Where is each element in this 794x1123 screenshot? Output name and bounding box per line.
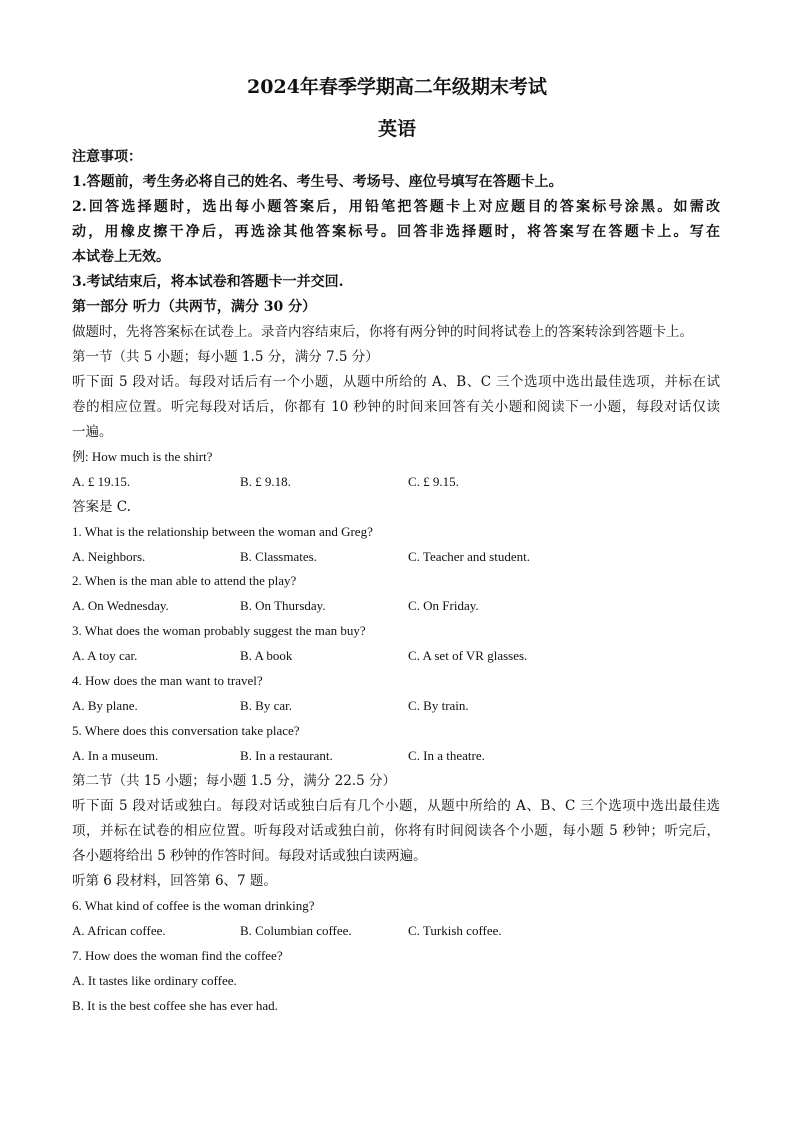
question-2-option-c: C. On Friday. (408, 598, 479, 613)
example-answer: 答案是 C. (72, 499, 131, 515)
question-3-option-c: C. A set of VR glasses. (408, 648, 528, 663)
question-5-option-a: A. In a museum. (72, 748, 159, 763)
question-4-option-b: B. By car. (240, 698, 292, 713)
section2-instr-1: 听下面 5 段对话或独白。每段对话或独白后有几个小题，从题中所给的 A、B、C 三个选项中选出最佳选 (72, 798, 720, 814)
question-5-option-c: C. In a theatre. (408, 748, 485, 763)
question-6-option-b: B. Columbian coffee. (240, 923, 352, 938)
question-1-option-a: A. Neighbors. (72, 549, 146, 564)
question-7: 7. How does the woman find the coffee? (72, 948, 283, 963)
question-3: 3. What does the woman probably suggest the man buy? (72, 623, 366, 638)
section1-instr-2: 卷的相应位置。听完每段对话后，你都有 10 秒钟的时间来回答有关小题和阅读下一小题，每段对话仅读 (72, 399, 720, 415)
note-2-line-1: 2.回答选择题时，选出每小题答案后，用铅笔把答题卡上对应题目的答案标号涂黑。如需改 (72, 199, 720, 215)
question-1: 1. What is the relationship between the woman and Greg? (72, 524, 373, 539)
section2-instr-2: 项，并标在试卷的相应位置。听每段对话或独白前，你将有时间阅读各个小题，每小题 5 秒钟；听完后， (72, 823, 720, 839)
material-6-note: 听第 6 段材料，回答第 6、7 题。 (72, 873, 277, 889)
note-3: 3.考试结束后，将本试卷和答题卡一并交回. (72, 274, 344, 290)
notes-heading: 注意事项： (72, 149, 142, 165)
example-question: 例: How much is the shirt? (72, 449, 213, 464)
note-2-line-3: 本试卷上无效。 (72, 249, 170, 265)
note-2-line-2: 动，用橡皮擦干净后，再选涂其他答案标号。回答非选择题时，将答案写在答题卡上。写在 (72, 224, 720, 240)
section1-instr-3: 一遍。 (72, 424, 113, 440)
question-5-option-b: B. In a restaurant. (240, 748, 333, 763)
part1-intro: 做题时，先将答案标在试卷上。录音内容结束后，你将有两分钟的时间将试卷上的答案转涂到答题卡上。 (72, 324, 693, 340)
question-1-option-c: C. Teacher and student. (408, 549, 530, 564)
question-7-option-b: B. It is the best coffee she has ever had. (72, 998, 278, 1013)
question-1-option-b: B. Classmates. (240, 549, 317, 564)
question-2-option-a: A. On Wednesday. (72, 598, 169, 613)
question-4-option-a: A. By plane. (72, 698, 138, 713)
example-option-a: A. £ 19.15. (72, 474, 131, 489)
question-3-option-b: B. A book (240, 648, 293, 663)
example-option-b: B. £ 9.18. (240, 474, 291, 489)
section2-heading: 第二节（共 15 小题；每小题 1.5 分，满分 22.5 分） (72, 773, 396, 789)
question-2-option-b: B. On Thursday. (240, 598, 326, 613)
question-5: 5. Where does this conversation take place? (72, 723, 300, 738)
section1-heading: 第一节（共 5 小题；每小题 1.5 分，满分 7.5 分） (72, 349, 379, 365)
section1-instr-1: 听下面 5 段对话。每段对话后有一个小题，从题中所给的 A、B、C 三个选项中选出最佳选项，并标在试 (72, 374, 720, 390)
question-6-option-c: C. Turkish coffee. (408, 923, 502, 938)
question-3-option-a: A. A toy car. (72, 648, 138, 663)
subject-title: 英语 (377, 118, 416, 140)
exam-title: 2024年春季学期高二年级期末考试 (247, 76, 547, 98)
question-7-option-a: A. It tastes like ordinary coffee. (72, 973, 237, 988)
question-6: 6. What kind of coffee is the woman drinking? (72, 898, 315, 913)
question-4: 4. How does the man want to travel? (72, 673, 263, 688)
note-1: 1.答题前，考生务必将自己的姓名、考生号、考场号、座位号填写在答题卡上。 (72, 174, 563, 190)
part1-heading: 第一部分 听力（共两节，满分 30 分） (72, 299, 317, 315)
question-2: 2. When is the man able to attend the play? (72, 573, 297, 588)
example-option-c: C. £ 9.15. (408, 474, 459, 489)
question-6-option-a: A. African coffee. (72, 923, 166, 938)
section2-instr-3: 各小题将给出 5 秒钟的作答时间。每段对话或独白读两遍。 (72, 848, 427, 864)
question-4-option-c: C. By train. (408, 698, 469, 713)
